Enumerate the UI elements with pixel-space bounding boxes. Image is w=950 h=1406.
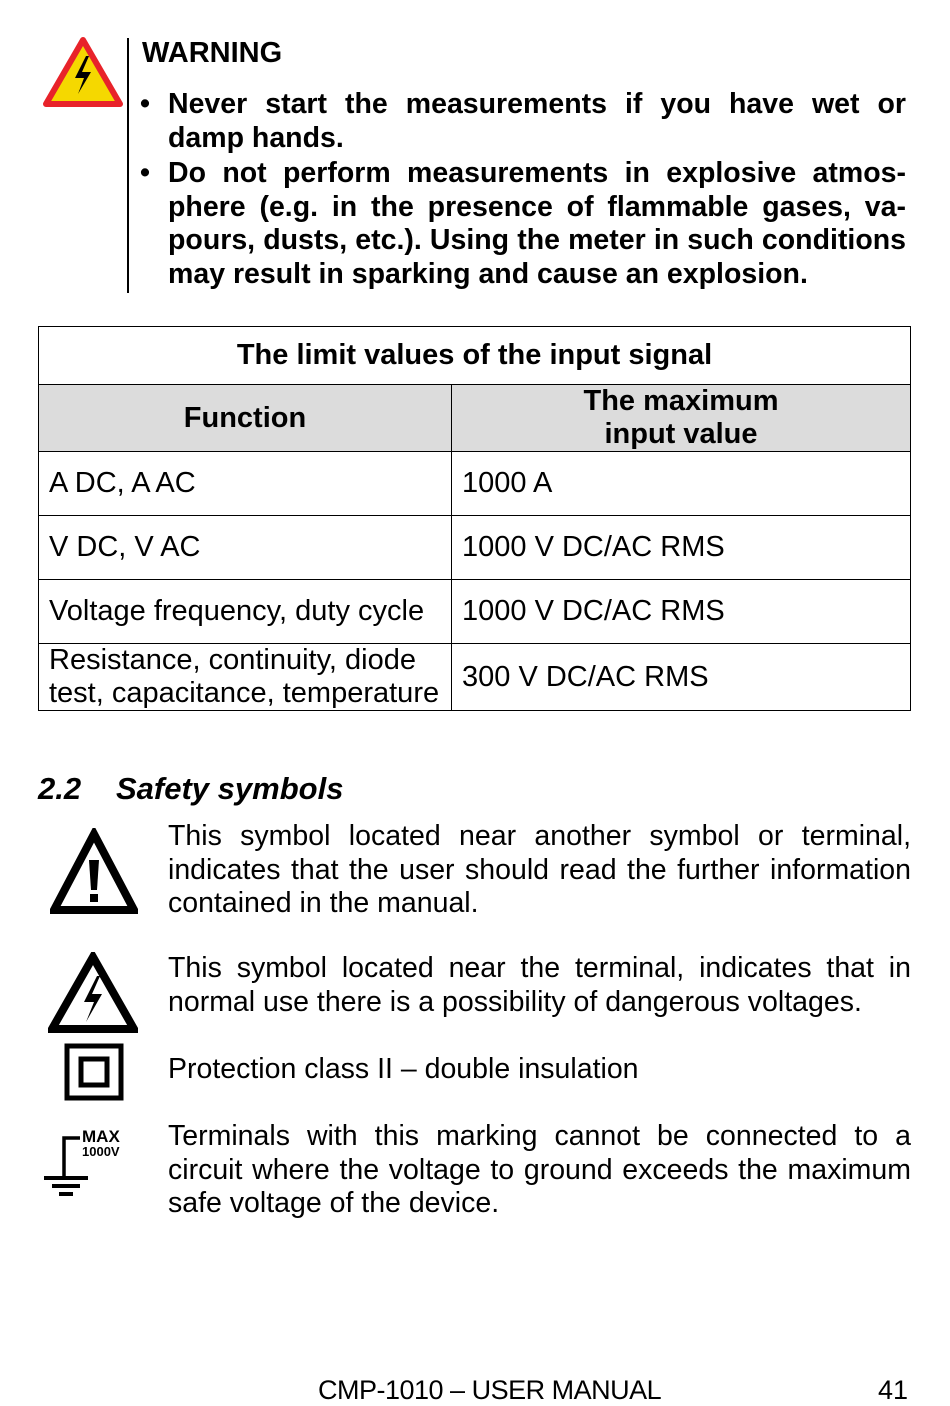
max-voltage-ground-icon xyxy=(42,1126,134,1202)
section-heading xyxy=(38,770,343,808)
warning-title: WARNING xyxy=(142,37,283,69)
dangerous-voltage-icon xyxy=(48,952,138,1034)
table-row xyxy=(39,580,911,644)
high-voltage-warning-icon xyxy=(42,36,124,110)
table-cell: 1000 V DC/AC RMS xyxy=(452,516,911,580)
table-cell: 1000 V DC/AC RMS xyxy=(452,580,911,644)
table-cell: Resistance, continuity, diode test, capacitance, temperature xyxy=(39,644,452,711)
warning-item: • Never start the measurements if you have wet or damp hands. xyxy=(140,88,906,154)
symbol-description: This symbol located near another symbol or terminal, indicates that the user should read the further information contained in the manual. xyxy=(168,820,911,919)
limit-values-table xyxy=(38,326,911,711)
table-cell: 1000 A xyxy=(452,452,911,516)
table-row xyxy=(39,452,911,516)
warning-item: • Do not perform measurements in explosive atmosphere (e.g. in the presence of flammable gases, vapours, dusts, etc.). Using the meter in such conditions may result in sparking and cause an explosion. xyxy=(140,157,906,290)
double-insulation-icon xyxy=(64,1043,124,1101)
icon-label-max: MAX xyxy=(82,1127,120,1146)
table-cell: V DC, V AC xyxy=(39,516,452,580)
table-cell: A DC, A AC xyxy=(39,452,452,516)
page-number: 41 xyxy=(878,1375,909,1405)
caution-exclamation-icon xyxy=(50,828,138,916)
warning-list xyxy=(140,88,906,293)
symbol-description: Terminals with this marking cannot be connected to a circuit where the voltage to ground exceeds the maximum safe voltage of the device. xyxy=(168,1120,911,1219)
warning-divider xyxy=(127,38,129,293)
table-cell: 300 V DC/AC RMS xyxy=(452,644,911,711)
column-header-max-input: The maximum input value xyxy=(452,385,911,452)
icon-label-voltage: 1000V xyxy=(82,1144,120,1159)
symbol-description: Protection class II – double insulation xyxy=(168,1053,639,1085)
symbol-description: This symbol located near the terminal, indicates that in normal use there is a possibility of dangerous voltages. xyxy=(168,952,911,1018)
footer-title: CMP-1010 – USER MANUAL xyxy=(318,1375,662,1405)
table-row xyxy=(39,516,911,580)
section-title: Safety symbols xyxy=(116,771,344,806)
table-cell: Voltage frequency, duty cycle xyxy=(39,580,452,644)
table-row xyxy=(39,644,911,711)
section-number: 2.2 xyxy=(38,771,82,806)
column-header-function: Function xyxy=(39,385,452,452)
table-caption: The limit values of the input signal xyxy=(39,327,911,385)
